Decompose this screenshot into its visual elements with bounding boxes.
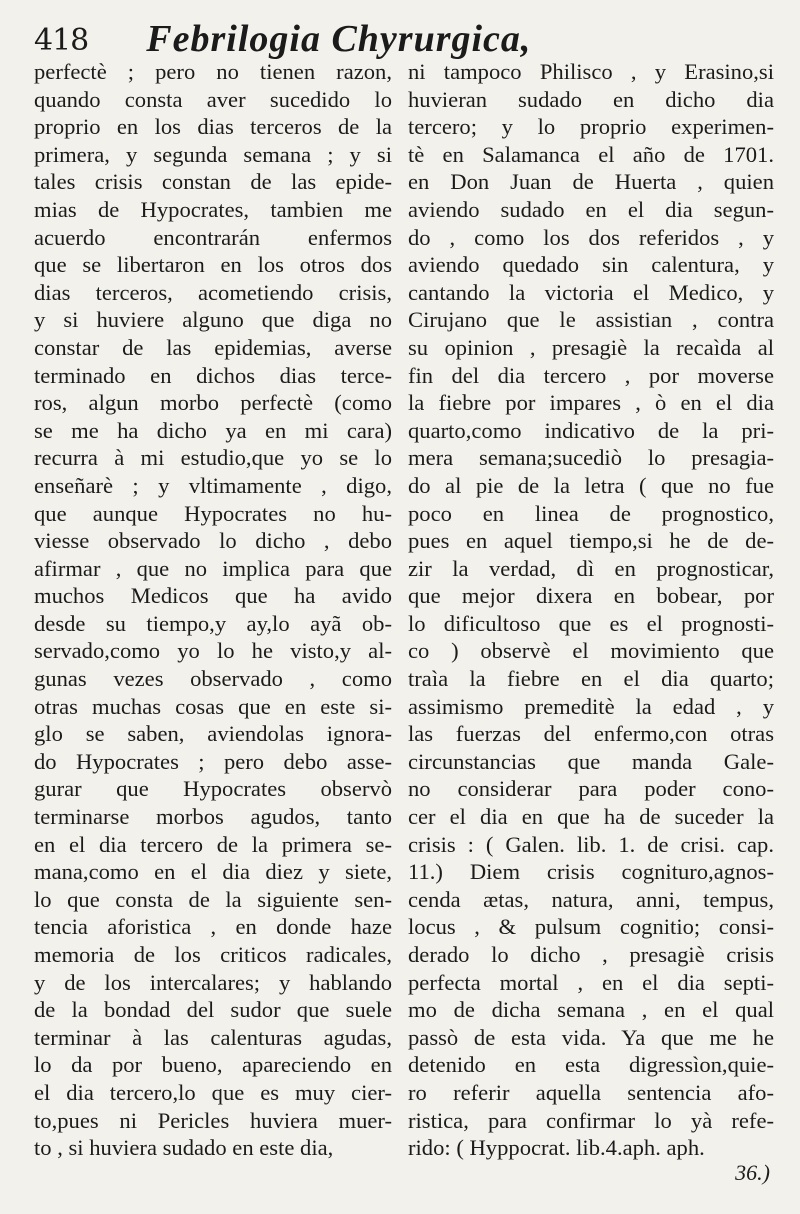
text-line: tencia aforistica , en donde haze [34,914,392,940]
text-line: cer el dia en que ha de suceder la [408,804,774,830]
text-line: assimismo premeditè la edad , y [408,693,774,719]
text-line: aviendo quedado sin calentura, y [408,252,774,278]
text-line: zir la verdad, dì en prognosticar, [408,555,774,581]
text-line: perfectè ; pero no tienen razon, [34,59,392,84]
text-line: que aunque Hypocrates no hu- [34,500,392,526]
text-line: servado,como yo lo he visto,y al- [34,638,392,664]
text-line: dias terceros, acometiendo crisis, [34,279,392,305]
text-line: do al pie de la letra ( que no fue [408,472,774,498]
text-line: tercero; y lo proprio experimen- [408,114,774,140]
text-line: afirmar , que no implica para que [34,555,392,581]
text-line: terminarse morbos agudos, tanto [34,804,392,830]
page-number: 418 [34,23,89,58]
text-line: quando consta aver sucedido lo [34,86,392,112]
text-line: locus , & pulsum cognitio; consi- [408,914,774,940]
text-line: fin del dia tercero , por moverse [408,362,774,388]
text-line: co ) observè el movimiento que [408,638,774,664]
text-line: ristica, para confirmar lo yà refe- [408,1107,774,1133]
text-line: lo dificultoso que es el prognosti- [408,610,774,636]
text-line: no considerar para poder cono- [408,776,774,802]
text-line: enseñarè ; y vltimamente , digo, [34,472,392,498]
running-head [34,6,774,58]
text-line: circunstancias que manda Gale- [408,748,774,774]
text-line: mana,como en el dia diez y siete, [34,859,392,885]
text-columns [34,58,774,1162]
text-line: en el dia tercero de la primera se- [34,831,392,857]
text-line: ros, algun morbo perfectè (como [34,390,392,416]
catchword: 36.) [735,1159,770,1185]
text-line: cantando la victoria el Medico, y [408,279,774,305]
text-line: to , si huviera sudado en este dia, [34,1135,334,1161]
text-line: las fuerzas del enfermo,con otras [408,721,774,747]
text-line: quarto,como indicativo de la pri- [408,417,774,443]
text-line: primera, y segunda semana ; y si [34,141,392,167]
text-line: tales crisis constan de las epide- [34,169,392,195]
text-line: lo que consta de la siguiente sen- [34,886,392,912]
running-title: Febrilogia Chyrurgica, [146,18,532,60]
text-line: desde su tiempo,y ay,lo ayã ob- [34,610,392,636]
text-line: rido: ( Hyppocrat. lib.4.aph. aph. [408,1135,705,1161]
text-line: mias de Hypocrates, tambien me [34,196,392,222]
text-line: memoria de los criticos radicales, [34,942,392,967]
text-line: terminado en dichos dias terce- [34,362,392,388]
text-line: gunas vezes observado , como [34,666,392,692]
text-line: viesse observado lo dicho , debo [34,528,392,554]
text-line: do Hypocrates ; pero debo asse- [34,748,392,774]
text-line: gurar que Hypocrates observò [34,776,392,802]
text-line: y si huviere alguno que diga no [34,307,392,333]
left-column [34,58,392,1162]
text-line: muchos Medicos que ha avido [34,583,392,609]
text-line: mera semana;sucediò lo presagia- [408,445,774,471]
text-line: la fiebre por impares , ò en el dia [408,390,774,416]
text-line: otras muchas cosas que en este si- [34,693,392,719]
text-line: cenda ætas, natura, anni, tempus, [408,886,774,912]
text-line: tè en Salamanca el año de 1701. [408,141,774,167]
text-line: aviendo sudado en el dia segun- [408,196,774,222]
text-line: pues en aquel tiempo,si he de de- [408,528,774,554]
text-line: de la bondad del sudor que suele [34,997,392,1023]
text-line: ro referir aquella sentencia afo- [408,1079,774,1105]
right-column [408,58,774,1162]
text-line: lo da por bueno, apareciendo en [34,1052,392,1078]
text-line: mo de dicha semana , en el qual [408,997,774,1023]
text-line: glo se saben, aviendolas ignora- [34,721,392,747]
text-line: terminar à las calenturas agudas, [34,1024,392,1050]
text-line: y de los intercalares; y hablando [34,969,392,995]
text-line: to,pues ni Pericles huviera muer- [34,1107,392,1133]
text-line: recurra à mi estudio,que yo se lo [34,445,392,471]
text-line: huvieran sudado en dicho dia [408,86,774,112]
text-line: ni tampoco Philisco , y Erasino,si [408,59,774,84]
text-line: que se libertaron en los otros dos [34,252,392,278]
text-line: en Don Juan de Huerta , quien [408,169,774,195]
text-line: constar de las epidemias, averse [34,334,392,360]
text-line: poco en linea de prognostico, [408,500,774,526]
text-line: detenido en esta digressìon,quie- [408,1052,774,1078]
text-line: el dia tercero,lo que es muy cier- [34,1079,392,1105]
text-line: 11.) Diem crisis cognituro,agnos- [408,859,774,885]
text-line: su opinion , presagiè la recaìda al [408,334,774,360]
text-line: acuerdo encontrarán enfermos [34,224,392,250]
text-line: do , como los dos referidos , y [408,224,774,250]
text-line: perfecta mortal , en el dia septi- [408,969,774,995]
text-line: se me ha dicho ya en mi cara) [34,417,392,443]
text-line: que mejor dixera en bobear, por [408,583,774,609]
text-line: crisis : ( Galen. lib. 1. de crisi. cap. [408,831,774,857]
text-line: derado lo dicho , presagiè crisis [408,942,774,967]
text-line: Cirujano que le assistian , contra [408,307,774,333]
text-line: passò de esta vida. Ya que me he [408,1024,774,1050]
text-line: traìa la fiebre en el dia quarto; [408,666,774,692]
text-line: proprio en los dias terceros de la [34,114,392,140]
